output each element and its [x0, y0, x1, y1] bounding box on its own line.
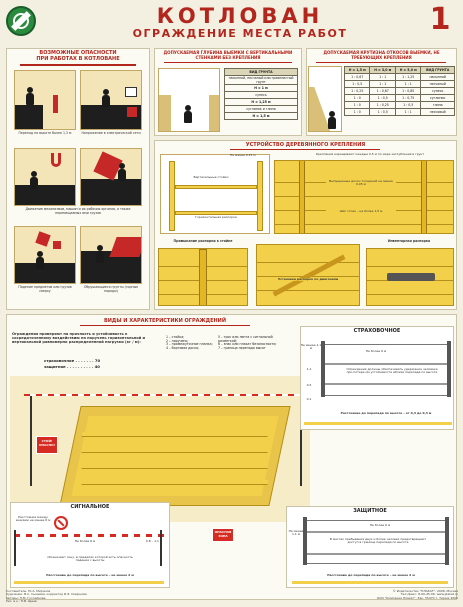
hook-icon	[51, 153, 61, 167]
depth-illustration	[158, 68, 220, 132]
safety-label-h1: 1,1	[306, 367, 312, 371]
lightning-icon	[127, 107, 137, 117]
slope-illustration	[308, 66, 342, 132]
protective-label-distance: Расстояние до перепада по высоте – не менее 2 м	[327, 573, 415, 577]
safety-label-h3: 0,5	[306, 383, 312, 387]
hazard-electric	[80, 70, 142, 130]
protective-label-span: Не более 6 м	[369, 523, 391, 527]
signal-fence-title: СИГНАЛЬНОЕ	[70, 504, 110, 510]
fence-legend: 1 – стойка; 2 – поручень; 3 – промежуточное планка; 4 – бортовая доска; 5 – трос или лента с сигнальной разметкой; 6 – знак или плакат безопасности; 7 – граница перепада высот	[166, 335, 277, 350]
fence-intro: Ограждения проверяют на прочность и устойчивость к сосредоточенному воздействию на поручень горизонтальной и вертикальной равномерно распределенной нагрузки (кг / м):	[12, 332, 146, 345]
wood-label-posts: Вертикальные стойки	[193, 175, 229, 179]
safety-label-note: Ограждения должны обеспечивать удержание человека при потере им устойчивости вблизи перепада по высоте	[344, 368, 440, 375]
signal-label-note: обозначают зону, в пределах которой есть опасность падения с высоты	[47, 555, 133, 563]
fence-load-1: страховочное . . . . . . . 70	[44, 358, 101, 363]
hazard-caption: Падение предметов или грузов сверху	[18, 285, 72, 293]
safety-fence-title: СТРАХОВОЧНОЕ	[353, 328, 401, 334]
no-entry-icon	[54, 516, 68, 530]
hazards-title: ВОЗМОЖНЫЕ ОПАСНОСТИ ПРИ РАБОТАХ В КОТЛОВАНЕ	[36, 50, 120, 62]
protective-fence-title: ЗАЩИТНОЕ	[353, 508, 387, 514]
depth-table: ВИД ГРУНТА насыпной, песчаный или гравелистый грунт H = 1 м супесь H = 1,25 м суглинок и глина H = 1,5 м	[224, 68, 298, 120]
signal-label-signs: Расстояние между знаками не менее 6 м	[15, 515, 51, 523]
footer-credits: Составитель: Ю.А. Миронов Художник: В.С. Сычевая, корректор Б.Э. Смирнова Авторы: Н.М. Гуссейнова Рис. в к.: Н.В. Щеев	[6, 589, 87, 604]
safety-label-distance: Расстояние до перепада по высоте – от 0,3 до 0,3 м	[340, 411, 432, 415]
footer-publisher: © Издательство "ПЛАКАТ", 2008, Москва Тел./факс: 8-00-45-06, www.plakat.ru ООО "Компания Плакат", Зак. 55470 т. Тираж 3000	[376, 589, 458, 600]
safety-label-span: Не более 6 м	[365, 349, 387, 353]
page-number: 1	[429, 2, 451, 37]
page-title: КОТЛОВАН	[156, 4, 324, 28]
protective-label-note: В местах пребывания двух и более человек предотвращают доступ в границе перепада по высоте	[326, 538, 430, 545]
logo-icon	[6, 6, 36, 36]
hazard-caption: Напряжение в электрической сети	[81, 131, 141, 135]
protective-label-height: Не менее 1,1 м	[288, 529, 304, 537]
stop-sign: СТОЙ! ОПАСНО!	[36, 436, 58, 454]
signal-tape	[14, 534, 164, 537]
connection-center-label: Установка распорок по диагонали	[270, 278, 346, 281]
wood-label-boards: Выпущенные доски толщиной не менее 0,05 м	[326, 180, 396, 187]
hazard-fall-height	[14, 70, 76, 130]
hazard-machinery	[14, 148, 76, 206]
signal-label-distance: Расстояние до перепада по высоте – не менее 2 м	[46, 573, 134, 577]
fence-load-2: защитное . . . . . . . . . . 40	[44, 364, 100, 369]
safety-label-height: Не менее 1,1 м	[300, 343, 322, 351]
screw-jack-icon	[387, 273, 435, 281]
signal-label-height: 0,8 – 1,1 м	[145, 539, 163, 543]
hazard-caption: Перепад по высоте более 1,3 м	[18, 131, 72, 135]
slope-title: ДОПУСКАЕМАЯ КРУТИЗНА ОТКОСОВ ВЫЕМКИ, НЕ ТРЕБУЮЩИХ КРЕПЛЕНИЯ	[323, 50, 440, 60]
diagonal-strut-illustration	[256, 244, 360, 306]
signal-label-span: Не более 6 м	[74, 539, 96, 543]
fence-types-title: ВИДЫ И ХАРАКТЕРИСТИКИ ОГРАЖДЕНИЙ	[103, 318, 227, 324]
wood-support-title: УСТРОЙСТВО ДЕРЕВЯННОГО КРЕПЛЕНИЯ	[245, 142, 366, 148]
page-subtitle: ОГРАЖДЕНИЕ МЕСТА РАБОТ	[132, 27, 348, 40]
hazard-caption: Обрушающиеся грунты (горные породы)	[83, 285, 139, 293]
wood-support-front-view	[274, 160, 454, 234]
hazard-collapse	[80, 148, 142, 206]
wood-label-spacing: Шаг стоек – не более 1,5 м	[326, 210, 396, 213]
wood-label-extend: Крепления наращивают каждые 0,5 м по мере заглубления в грунт	[315, 152, 425, 156]
wood-support-side-view	[160, 154, 270, 234]
connection-title-2: Инвентарная распорка	[387, 239, 431, 243]
danger-zone-sign: ОПАСНАЯ ЗОНА	[212, 528, 234, 542]
wood-label-strut: Горизонтальная распорка	[195, 215, 237, 219]
hazard-caption: Движение механизмов, машин и их рабочих органов, а также перемещаемых ими грузов	[25, 207, 131, 215]
connection-title-1: Примыкание распорки к стойке	[173, 239, 233, 243]
hazard-falling-objects	[14, 226, 76, 284]
safety-label-h2: 0,1	[306, 397, 312, 401]
depth-title: ДОПУСКАЕМАЯ ГЛУБИНА ВЫЕМКИ С ВЕРТИКАЛЬНЫМИ СТЕНКАМИ БЕЗ КРЕПЛЕНИЯ	[163, 50, 293, 60]
strut-joint-illustration	[158, 248, 248, 306]
inventory-strut-illustration	[366, 248, 454, 306]
slope-table: H = 1,5 м H = 3,0 м H = 5,0 м ВИД ГРУНТА 1 : 0,67 1 : 1 1 : 1,25 насыпной 1 : 0,5 1 : 1 1 : 1 песчаный 1 : 0,25 1 : 0,67 1 : 0,85 супесь 1 : 0 1 : 0,5 1 : 0,75 суглинок 1 : 0 1 : 0,25 1 : 0,5 глина 1 : 0 1 : 0,5 1 : 1 лессовый	[344, 66, 455, 116]
wood-label-clearance: Не менее 0,15 м	[230, 153, 256, 157]
hazard-soil-slide	[80, 226, 142, 284]
